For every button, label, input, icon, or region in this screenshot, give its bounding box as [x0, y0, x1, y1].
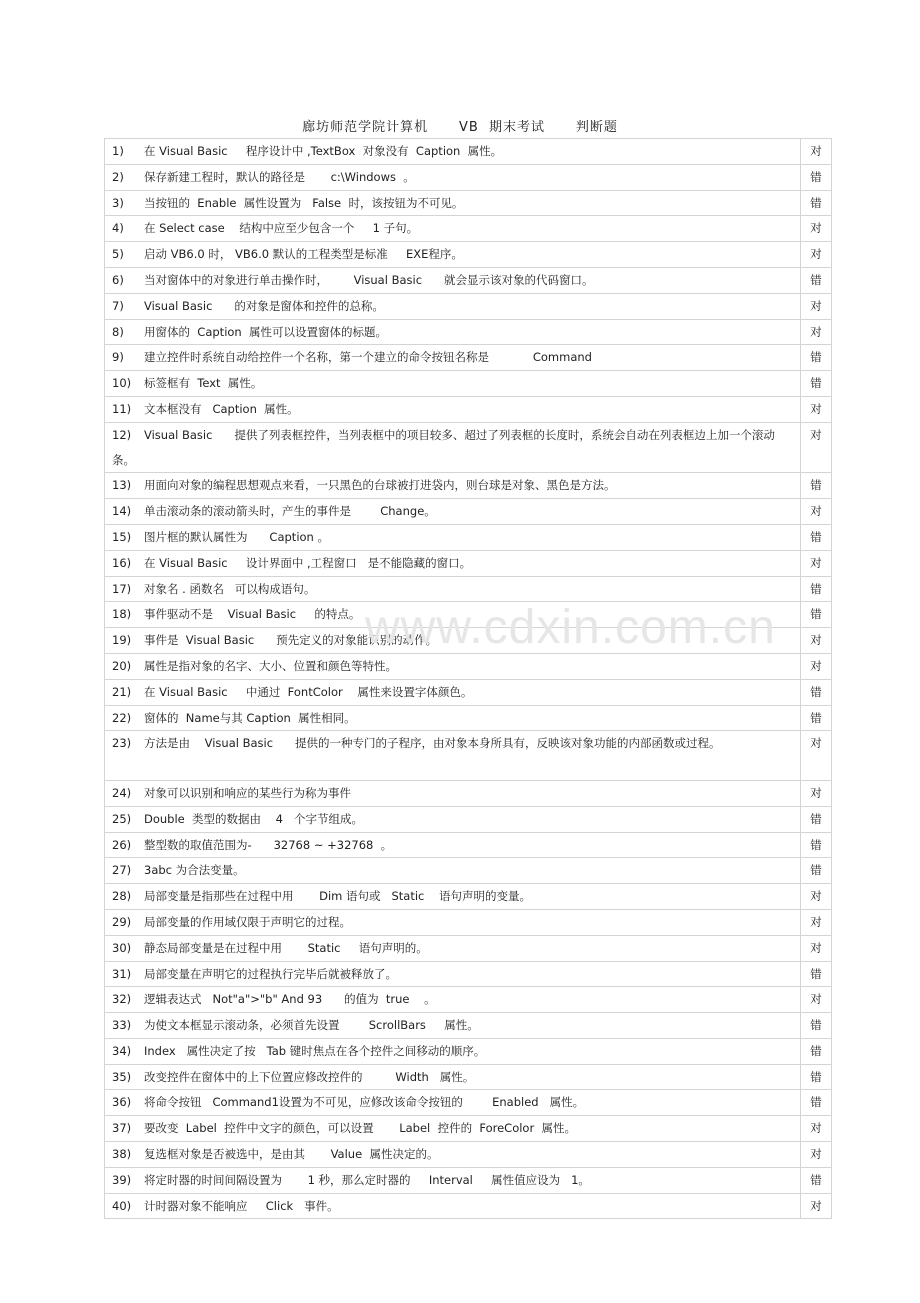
table-row — [105, 371, 832, 397]
question-number: 7) — [112, 298, 124, 313]
answer-cell: 错 — [801, 832, 832, 858]
question-cell — [105, 884, 801, 910]
answer-cell: 错 — [801, 576, 832, 602]
answer-cell: 错 — [801, 1038, 832, 1064]
answer-cell: 错 — [801, 524, 832, 550]
question-cell — [105, 806, 801, 832]
answer-cell: 错 — [801, 1064, 832, 1090]
question-text: 图片框的默认属性为 Caption 。 — [144, 529, 329, 544]
answer-cell: 错 — [801, 1090, 832, 1116]
question-cell — [105, 780, 801, 806]
table-row — [105, 858, 832, 884]
table-row — [105, 1090, 832, 1116]
question-text: 在 Visual Basic 设计界面中 ,工程窗口 是不能隐藏的窗口。 — [144, 555, 472, 570]
question-text: 建立控件时系统自动给控件一个名称，第一个建立的命令按钮名称是 Command — [144, 350, 592, 365]
question-number: 40) — [112, 1198, 132, 1213]
question-text: 要改变 Label 控件中文字的颜色，可以设置 Label 控件的 ForeColor 属性。 — [144, 1121, 577, 1136]
question-cell — [105, 216, 801, 242]
question-text: Index 属性决定了按 Tab 键时焦点在各个控件之间移动的顺序。 — [144, 1043, 486, 1058]
question-cell — [105, 164, 801, 190]
question-text: 事件是 Visual Basic 预先定义的对象能识别的动作。 — [144, 633, 438, 648]
question-text: 属性是指对象的名字、大小、位置和颜色等特性。 — [144, 658, 397, 673]
table-row — [105, 396, 832, 422]
question-text: 逻辑表达式 Not"a">"b" And 93 的值为 true 。 — [144, 992, 436, 1007]
question-text: 当对窗体中的对象进行单击操作时， Visual Basic 就会显示该对象的代码窗口。 — [144, 272, 594, 287]
question-cell — [105, 242, 801, 268]
answer-cell: 错 — [801, 679, 832, 705]
table-row — [105, 602, 832, 628]
question-number: 36) — [112, 1095, 132, 1110]
question-text: 为使文本框显示滚动条，必须首先设置 ScrollBars 属性。 — [144, 1018, 479, 1033]
question-text: 文本框没有 Caption 属性。 — [144, 401, 299, 416]
question-text: 计时器对象不能响应 Click 事件。 — [144, 1198, 339, 1213]
question-cell — [105, 1142, 801, 1168]
question-text: Visual Basic 的对象是窗体和控件的总称。 — [144, 298, 384, 313]
question-number: 39) — [112, 1172, 132, 1187]
table-row — [105, 473, 832, 499]
question-cell — [105, 1064, 801, 1090]
answer-cell: 错 — [801, 345, 832, 371]
question-table — [104, 138, 832, 1219]
question-text: 单击滚动条的滚动箭头时，产生的事件是 Change。 — [144, 504, 436, 519]
question-number: 4) — [112, 221, 124, 236]
table-row — [105, 909, 832, 935]
watermark: www.cdxin.com.cn — [365, 601, 776, 654]
question-number: 33) — [112, 1018, 132, 1033]
table-row — [105, 806, 832, 832]
answer-cell: 对 — [801, 422, 832, 473]
question-number: 28) — [112, 889, 132, 904]
answer-cell: 对 — [801, 987, 832, 1013]
question-number: 21) — [112, 684, 132, 699]
question-number: 20) — [112, 658, 132, 673]
question-cell — [105, 628, 801, 654]
answer-cell: 对 — [801, 293, 832, 319]
answer-cell: 错 — [801, 371, 832, 397]
table-row — [105, 293, 832, 319]
answer-cell: 对 — [801, 1116, 832, 1142]
question-text: Double 类型的数据由 4 个字节组成。 — [144, 811, 363, 826]
question-number: 24) — [112, 785, 132, 800]
question-cell — [105, 1116, 801, 1142]
table-row — [105, 216, 832, 242]
table-row — [105, 422, 832, 473]
question-text: 改变控件在窗体中的上下位置应修改控件的 Width 属性。 — [144, 1069, 475, 1084]
answer-cell: 对 — [801, 1193, 832, 1219]
question-text: 将命令按钮 Command1设置为不可见，应修改该命令按钮的 Enabled 属性。 — [144, 1095, 585, 1110]
question-cell — [105, 961, 801, 987]
question-cell — [105, 858, 801, 884]
question-cell — [105, 422, 801, 473]
answer-cell: 对 — [801, 242, 832, 268]
question-text: Visual Basic 提供了列表框控件，当列表框中的项目较多、超过了列表框的长度时，系统会自动在列表框边上加一个滚动条。 — [112, 427, 775, 467]
question-cell — [105, 499, 801, 525]
table-row — [105, 190, 832, 216]
answer-cell: 对 — [801, 550, 832, 576]
question-cell — [105, 345, 801, 371]
table-row — [105, 345, 832, 371]
question-cell — [105, 679, 801, 705]
question-cell — [105, 1193, 801, 1219]
question-cell — [105, 550, 801, 576]
question-text: 启动 VB6.0 时， VB6.0 默认的工程类型是标准 EXE程序。 — [144, 247, 463, 262]
question-cell — [105, 1013, 801, 1039]
question-cell — [105, 293, 801, 319]
question-number: 19) — [112, 633, 132, 648]
table-row — [105, 935, 832, 961]
table-row — [105, 524, 832, 550]
table-row — [105, 1167, 832, 1193]
question-cell — [105, 832, 801, 858]
question-text: 事件驱动不是 Visual Basic 的特点。 — [144, 607, 361, 622]
answer-cell: 错 — [801, 705, 832, 731]
question-cell — [105, 473, 801, 499]
question-text: 3abc 为合法变量。 — [144, 863, 245, 878]
table-row — [105, 832, 832, 858]
answer-cell: 错 — [801, 267, 832, 293]
question-text: 在 Visual Basic 程序设计中 ,TextBox 对象没有 Caption 属性。 — [144, 144, 503, 158]
question-cell — [105, 602, 801, 628]
question-cell — [105, 731, 801, 781]
question-number: 3) — [112, 195, 124, 210]
question-text: 复选框对象是否被选中，是由其 Value 属性决定的。 — [144, 1147, 439, 1162]
table-row — [105, 961, 832, 987]
answer-cell: 错 — [801, 602, 832, 628]
answer-cell: 对 — [801, 1142, 832, 1168]
question-cell — [105, 1167, 801, 1193]
question-text: 当按钮的 Enable 属性设置为 False 时，该按钮为不可见。 — [144, 195, 464, 210]
question-text: 对象可以识别和响应的某些行为称为事件 — [144, 785, 351, 800]
table-row — [105, 653, 832, 679]
question-text: 局部变量的作用域仅限于声明它的过程。 — [144, 914, 351, 929]
question-number: 1) — [112, 144, 124, 158]
table-row — [105, 164, 832, 190]
table-row — [105, 1116, 832, 1142]
answer-cell: 错 — [801, 806, 832, 832]
question-number: 11) — [112, 401, 132, 416]
question-cell — [105, 396, 801, 422]
table-row — [105, 884, 832, 910]
answer-cell: 对 — [801, 396, 832, 422]
table-row — [105, 139, 832, 165]
answer-cell: 错 — [801, 190, 832, 216]
question-text: 用窗体的 Caption 属性可以设置窗体的标题。 — [144, 324, 388, 339]
question-text: 将定时器的时间间隔设置为 1 秒，那么定时器的 Interval 属性值应设为 1。 — [144, 1172, 590, 1187]
answer-cell: 对 — [801, 909, 832, 935]
question-cell — [105, 935, 801, 961]
answer-cell: 对 — [801, 628, 832, 654]
table-row — [105, 731, 832, 781]
table-row — [105, 780, 832, 806]
answer-cell: 错 — [801, 858, 832, 884]
question-text: 标签框有 Text 属性。 — [144, 376, 263, 391]
question-number: 2) — [112, 169, 124, 184]
question-text: 静态局部变量是在过程中用 Static 语句声明的。 — [144, 940, 428, 955]
answer-cell: 错 — [801, 1013, 832, 1039]
question-text: 在 Select case 结构中应至少包含一个 1 子句。 — [144, 221, 419, 236]
question-number: 37) — [112, 1121, 132, 1136]
question-text: 局部变量是指那些在过程中用 Dim 语句或 Static 语句声明的变量。 — [144, 889, 531, 904]
question-number: 15) — [112, 529, 132, 544]
question-number: 29) — [112, 914, 132, 929]
question-number: 6) — [112, 272, 124, 287]
question-number: 35) — [112, 1069, 132, 1084]
answer-cell: 对 — [801, 499, 832, 525]
answer-cell: 错 — [801, 473, 832, 499]
page-title: 廊坊师范学院计算机 VB 期末考试 判断题 — [302, 120, 618, 135]
question-number: 31) — [112, 966, 132, 981]
table-row — [105, 1038, 832, 1064]
answer-cell: 错 — [801, 164, 832, 190]
question-number: 5) — [112, 247, 124, 262]
answer-cell: 对 — [801, 884, 832, 910]
table-row — [105, 705, 832, 731]
answer-cell: 对 — [801, 731, 832, 781]
question-cell — [105, 524, 801, 550]
table-row — [105, 628, 832, 654]
question-number: 12) — [112, 427, 132, 442]
question-number: 23) — [112, 736, 132, 751]
question-cell — [105, 576, 801, 602]
question-text: 局部变量在声明它的过程执行完毕后就被释放了。 — [144, 966, 397, 981]
question-number: 26) — [112, 837, 132, 852]
question-cell — [105, 1090, 801, 1116]
question-number: 9) — [112, 350, 124, 365]
table-row — [105, 267, 832, 293]
answer-cell: 对 — [801, 139, 832, 165]
question-text: 在 Visual Basic 中通过 FontColor 属性来设置字体颜色。 — [144, 684, 473, 699]
answer-cell: 错 — [801, 1167, 832, 1193]
table-row — [105, 1013, 832, 1039]
question-cell — [105, 653, 801, 679]
question-number: 34) — [112, 1043, 132, 1058]
question-text: 方法是由 Visual Basic 提供的一种专门的子程序，由对象本身所具有，反映该对象功能的内部函数或过程。 — [144, 736, 721, 751]
question-cell — [105, 987, 801, 1013]
question-cell — [105, 909, 801, 935]
question-number: 32) — [112, 992, 132, 1007]
table-row — [105, 576, 832, 602]
question-number: 38) — [112, 1147, 132, 1162]
question-text: 用面向对象的编程思想观点来看，一只黑色的台球被打进袋内，则台球是对象、黑色是方法。 — [144, 478, 616, 493]
question-number: 8) — [112, 324, 124, 339]
question-cell — [105, 267, 801, 293]
question-number: 13) — [112, 478, 132, 493]
question-text: 保存新建工程时，默认的路径是 c:\Windows 。 — [144, 169, 415, 184]
answer-cell: 对 — [801, 319, 832, 345]
table-row — [105, 987, 832, 1013]
table-row — [105, 499, 832, 525]
answer-cell: 对 — [801, 780, 832, 806]
question-text: 窗体的 Name与其 Caption 属性相同。 — [144, 710, 356, 725]
answer-cell: 对 — [801, 653, 832, 679]
question-number: 14) — [112, 504, 132, 519]
table-row — [105, 550, 832, 576]
table-row — [105, 1193, 832, 1219]
question-cell — [105, 705, 801, 731]
question-number: 16) — [112, 555, 132, 570]
question-cell — [105, 139, 801, 165]
answer-cell: 对 — [801, 935, 832, 961]
question-number: 17) — [112, 581, 132, 596]
question-number: 25) — [112, 811, 132, 826]
table-row — [105, 679, 832, 705]
table-row — [105, 242, 832, 268]
question-number: 27) — [112, 863, 132, 878]
table-row — [105, 1064, 832, 1090]
question-number: 10) — [112, 376, 132, 391]
answer-cell: 对 — [801, 216, 832, 242]
question-text: 整型数的取值范围为- 32768 ~ +32768 。 — [144, 837, 393, 852]
question-number: 22) — [112, 710, 132, 725]
question-cell — [105, 319, 801, 345]
question-cell — [105, 190, 801, 216]
question-cell — [105, 1038, 801, 1064]
question-cell — [105, 371, 801, 397]
answer-cell: 错 — [801, 961, 832, 987]
question-text: 对象名 . 函数名 可以构成语句。 — [144, 581, 316, 596]
table-row — [105, 1142, 832, 1168]
question-number: 18) — [112, 607, 132, 622]
table-row — [105, 319, 832, 345]
question-number: 30) — [112, 940, 132, 955]
